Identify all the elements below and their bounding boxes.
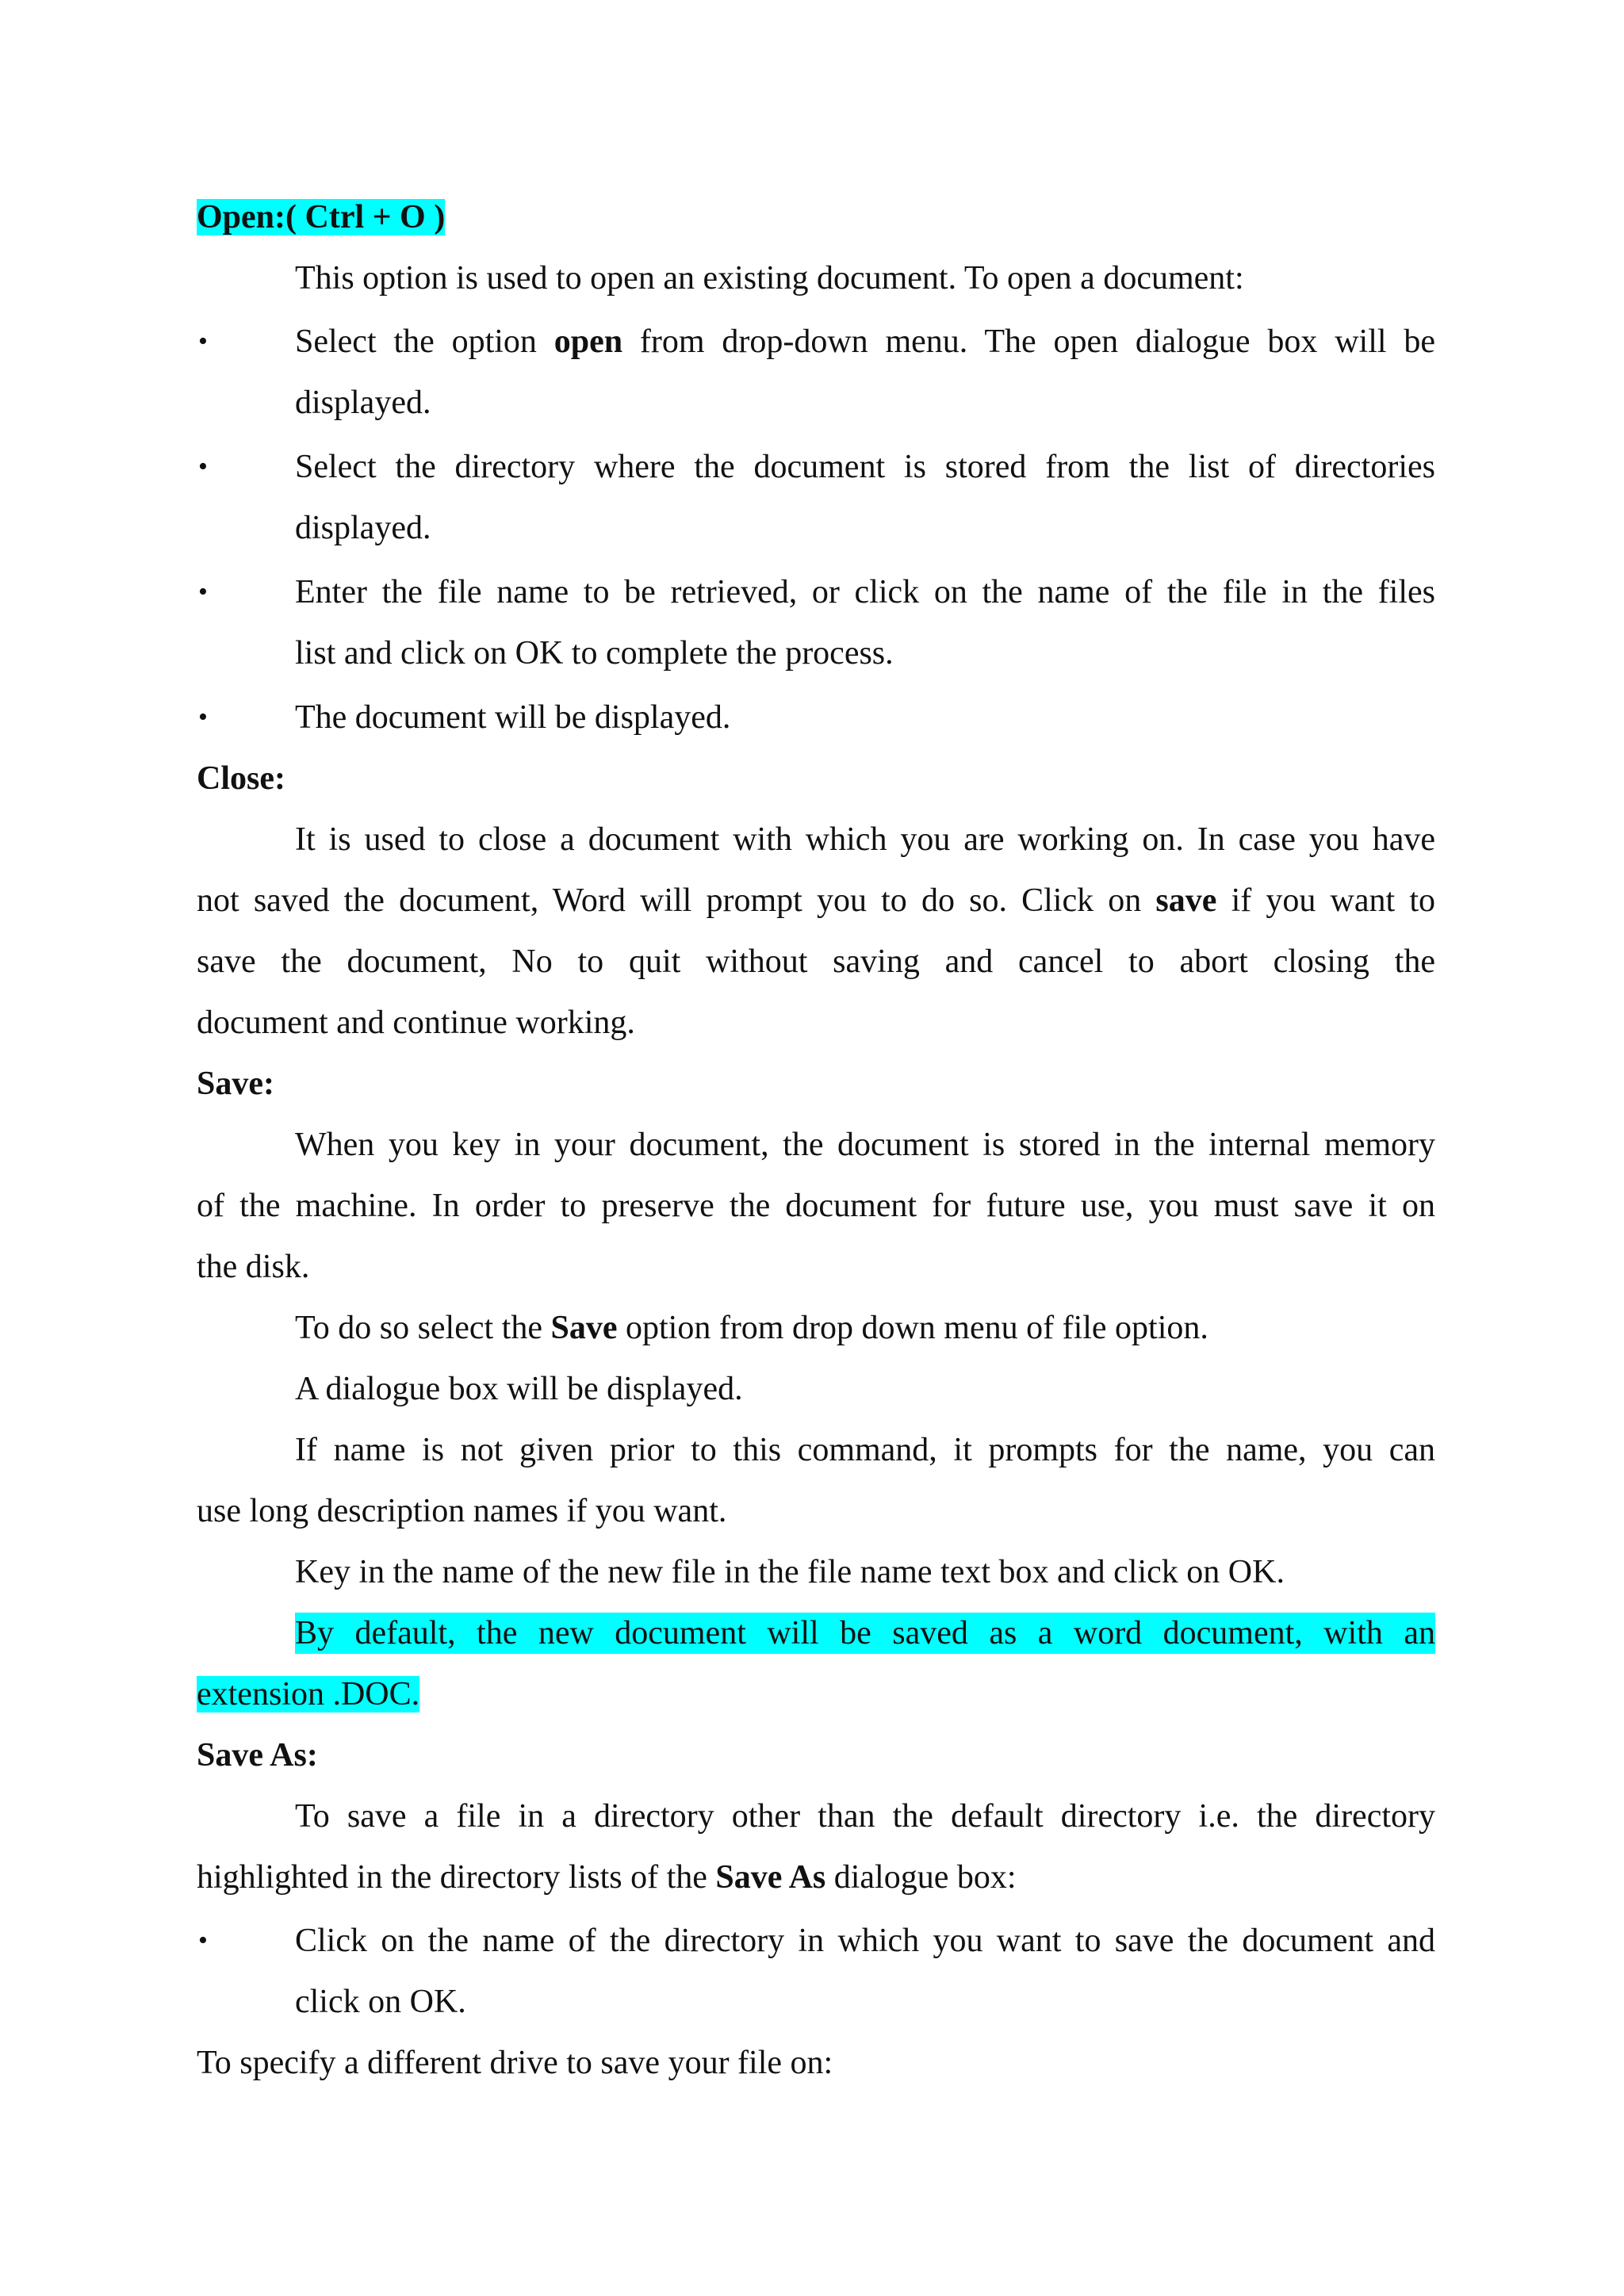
save-p4-line-2: use long description names if you want. bbox=[197, 1493, 727, 1529]
close-line-2: not saved the document, Word will prompt you to do so. Click on save if you want to bbox=[197, 882, 1436, 919]
close-line-4: document and continue working. bbox=[197, 1004, 635, 1041]
bullet-icon: • bbox=[198, 452, 208, 481]
open-bullet-2: Select the directory where the document is stored from the list of directories bbox=[295, 449, 1435, 485]
save-p1-line-3: the disk. bbox=[197, 1249, 310, 1285]
open-bullet-2-cont: displayed. bbox=[295, 510, 431, 546]
save-as-bullet-1: Click on the name of the directory in which you want to save the document and bbox=[295, 1923, 1435, 1959]
save-p6-line-2: extension .DOC. bbox=[197, 1676, 420, 1712]
save-p4-line-1: If name is not given prior to this command, it prompts for the name, you can bbox=[295, 1432, 1435, 1468]
open-bullet-3: Enter the file name to be retrieved, or click on the name of the file in the files bbox=[295, 574, 1435, 610]
save-as-heading: Save As: bbox=[197, 1737, 318, 1774]
save-as-last-line: To specify a different drive to save your file on: bbox=[197, 2045, 833, 2081]
bullet-icon: • bbox=[198, 702, 208, 732]
save-p3: A dialogue box will be displayed. bbox=[295, 1371, 743, 1407]
open-bullet-4: The document will be displayed. bbox=[295, 699, 731, 736]
save-p1-line-2: of the machine. In order to preserve the document for future use, you must save it on bbox=[197, 1188, 1435, 1224]
bullet-icon: • bbox=[198, 1926, 208, 1955]
save-heading: Save: bbox=[197, 1066, 274, 1102]
bullet-icon: • bbox=[198, 327, 208, 356]
save-p6-line-1: By default, the new document will be saved as a word document, with an bbox=[295, 1613, 1435, 1654]
close-heading: Close: bbox=[197, 760, 285, 797]
open-bullet-1: Select the option open from drop-down menu. The open dialogue box will be bbox=[295, 323, 1435, 360]
open-bullet-1-cont: displayed. bbox=[295, 385, 431, 421]
open-intro: This option is used to open an existing document. To open a document: bbox=[295, 260, 1244, 297]
close-line-3: save the document, No to quit without saving and cancel to abort closing the bbox=[197, 943, 1435, 980]
save-p6-line-2-wrap bbox=[197, 1674, 1435, 1715]
save-as-bullet-1-cont: click on OK. bbox=[295, 1984, 466, 2020]
save-p1-line-1: When you key in your document, the document is stored in the internal memory bbox=[295, 1127, 1435, 1163]
close-line-1: It is used to close a document with which you are working on. In case you have bbox=[295, 821, 1435, 858]
save-as-line-2: highlighted in the directory lists of the Save As dialogue box: bbox=[197, 1859, 1017, 1896]
bullet-icon: • bbox=[198, 577, 208, 607]
open-bullet-3-cont: list and click on OK to complete the process. bbox=[295, 635, 894, 672]
save-p2: To do so select the Save option from drop down menu of file option. bbox=[295, 1310, 1208, 1346]
save-p5: Key in the name of the new file in the file name text box and click on OK. bbox=[295, 1554, 1285, 1590]
open-heading: Open:( Ctrl + O ) bbox=[197, 199, 446, 235]
save-as-line-1: To save a file in a directory other than the default directory i.e. the directory bbox=[295, 1798, 1435, 1835]
open-heading-line bbox=[197, 197, 1435, 238]
